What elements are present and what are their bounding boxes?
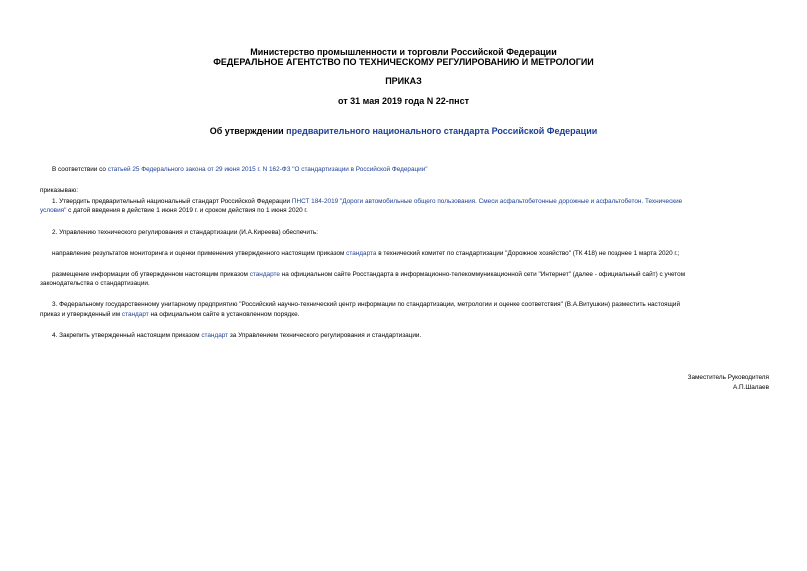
item2b-line1 — [52, 270, 685, 279]
pnst-standard-link-cont[interactable]: условия" — [40, 207, 67, 214]
item4-suffix: за Управлением технического регулирования и стандартизации. — [228, 332, 422, 339]
order-word: приказываю: — [40, 187, 78, 194]
document-type: ПРИКАЗ — [385, 76, 422, 86]
document-title — [0, 126, 807, 137]
federal-law-link[interactable]: статьей 25 Федерального закона от 29 июня 2015 г. N 162-ФЗ "О стандартизации в Российской Федерации" — [107, 166, 428, 173]
pnst-standard-link[interactable]: ПНСТ 184-2019 "Дороги автомобильные общего пользования. Смеси асфальтобетонные дорожные и асфальтобетон. Технические — [291, 198, 683, 205]
item1-prefix: 1. Утвердить предварительный национальный стандарт Российской Федерации — [52, 198, 292, 205]
title-prefix: Об утверждении — [209, 126, 287, 136]
standard-link-3[interactable]: стандарт — [121, 311, 149, 318]
signature-position: Заместитель Руководителя — [687, 374, 769, 381]
item1-line2 — [40, 206, 308, 215]
intro-paragraph — [52, 165, 428, 174]
item2b-suffix: на официальном сайте Росстандарта в информационно-телекоммуникационной сети "Интернет" (далее - официальный сайт) с учетом — [279, 271, 686, 278]
standard-link-4[interactable]: стандарт — [201, 332, 229, 339]
signature-block — [688, 373, 769, 393]
item4-paragraph — [52, 331, 421, 340]
title-standard-link[interactable]: предварительного национального стандарта Российской Федерации — [286, 126, 598, 136]
agency-name: ФЕДЕРАЛЬНОЕ АГЕНТСТВО ПО ТЕХНИЧЕСКОМУ РЕГУЛИРОВАНИЮ И МЕТРОЛОГИИ — [213, 57, 594, 67]
standard-link-2b[interactable]: стандарте — [249, 271, 280, 278]
item1-suffix: с датой введения в действие 1 июня 2019 г. и сроком действия по 1 июня 2020 г. — [66, 207, 308, 214]
item1-line1 — [52, 197, 682, 206]
item2a-prefix: направление результатов мониторинга и оценки применения утвержденного настоящим приказом — [52, 250, 347, 257]
item3-line2-prefix: приказ и утвержденный им — [40, 311, 122, 318]
item3-line2-suffix: на официальном сайте в установленном порядке. — [148, 311, 300, 318]
item2b-prefix: размещение информации об утвержденном настоящим приказом — [52, 271, 250, 278]
item4-prefix: 4. Закрепить утвержденный настоящим приказом — [52, 332, 202, 339]
item2a-suffix: в технический комитет по стандартизации "Дорожное хозяйство" (ТК 418) не позднее 1 марта 2020 г.; — [376, 250, 680, 257]
item2-paragraph: 2. Управлению технического регулирования и стандартизации (И.А.Киреева) обеспечить: — [52, 229, 318, 236]
ministry-name: Министерство промышленности и торговли Российской Федерации — [250, 47, 557, 57]
item3-line2 — [40, 310, 299, 319]
item2b-line2: законодательства о стандартизации. — [40, 280, 150, 287]
standard-link-2a[interactable]: стандарта — [346, 250, 377, 257]
document-date-number: от 31 мая 2019 года N 22-пнст — [337, 96, 470, 106]
item3-line1: 3. Федеральному государственному унитарному предприятию "Российский научно-технический центр информации по стандартизации, метрологии и оценке соответствия" (В.А.Витушкин) разместить настоящий — [52, 301, 681, 308]
intro-prefix: В соответствии со — [52, 166, 108, 173]
item2a-paragraph — [52, 249, 680, 258]
signature-name: А.П.Шалаев — [732, 384, 769, 391]
